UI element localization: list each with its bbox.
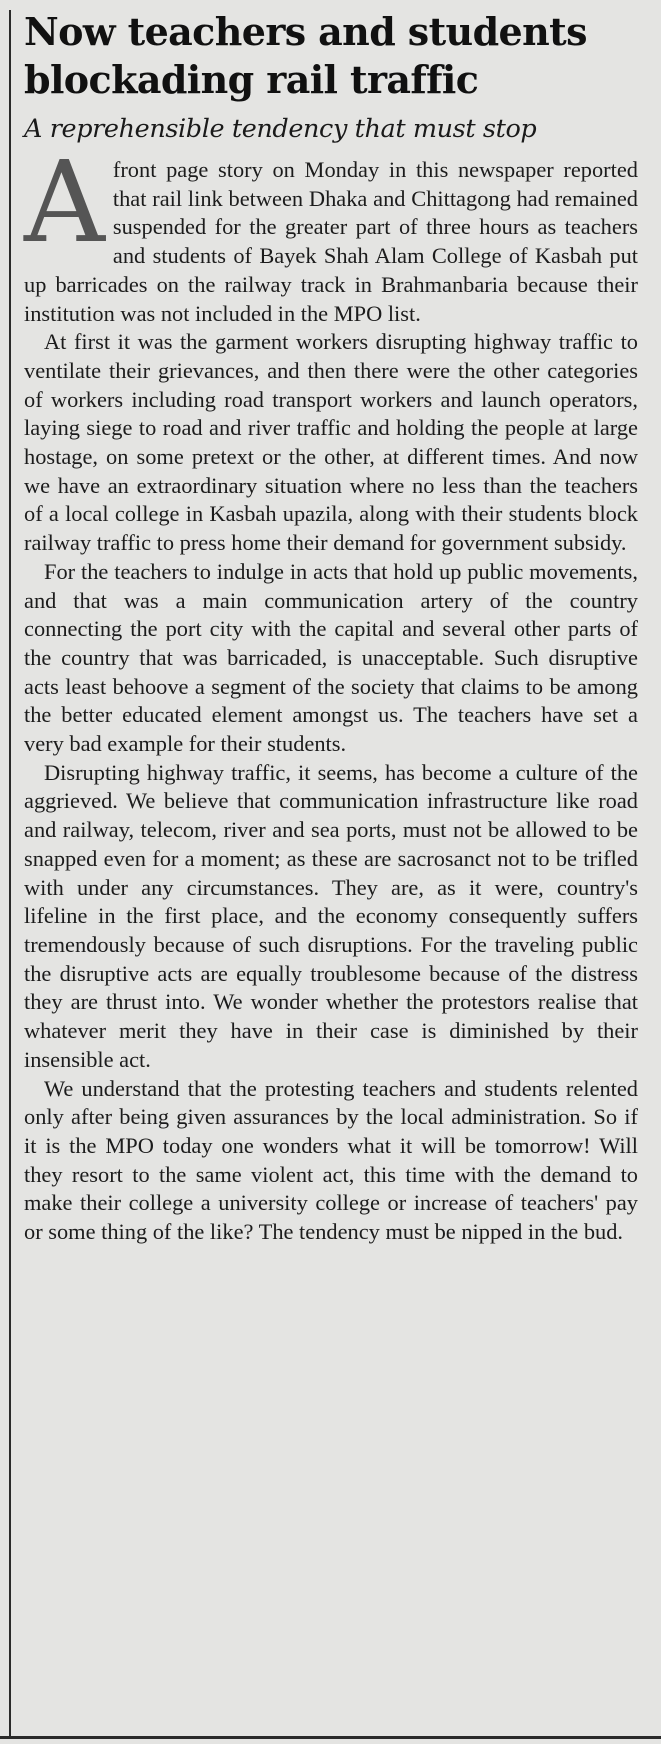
paragraph-1 bbox=[24, 138, 638, 328]
article-body bbox=[24, 138, 638, 1247]
paragraph-4: Disrupting highway traffic, it seems, has become a culture of the aggrieved. We believe that communication infrastructure like road and railway, telecom, river and sea ports, must not be allowed to be snapped even for a moment; as these are sacrosanct not to be trifled with under any circumstances. They are, as it were, country's lifeline in the first place, and the economy consequently suffers tremendously because of such disruptions. For the traveling public the disruptive acts are equally troublesome because of the distress they are thrust into. We wonder whether the protestors realise that whatever merit they have in their case is diminished by their insensible act. bbox=[24, 759, 638, 1072]
paragraph-3: For the teachers to indulge in acts that hold up public movements, and that was a main communication artery of the country connecting the port city with the capital and several other parts of the country that was barricaded, is unacceptable. Such disruptive acts least behoove a segment of the society that claims to be among the better educated element amongst us. The teachers have set a very bad example for their students. bbox=[24, 558, 638, 757]
drop-cap: A bbox=[24, 138, 105, 268]
headline: Now teachers and students blockading rail traffic bbox=[24, 9, 587, 102]
bottom-rule bbox=[0, 1736, 661, 1739]
paragraph-5: We understand that the protesting teachers and students relented only after being given assurances by the local administration. So if it is the MPO today one wonders what it will be tomorrow! Will they resort to the same violent act, this time with the demand to make their college a university college or increase of teachers' pay or some thing of the like? The tendency must be nipped in the bud. bbox=[24, 1075, 638, 1245]
subheadline: A reprehensible tendency that must stop bbox=[24, 114, 537, 144]
paragraph-2: At first it was the garment workers disrupting highway traffic to ventilate their grievances, and then there were the other categories of workers including road transport workers and launch operators, laying siege to road and river traffic and holding the people at large hostage, on some pretext or the other, at different times. And now we have an extraordinary situation where no less than the teachers of a local college in Kasbah upazila, along with their students block railway traffic to press home their demand for government subsidy. bbox=[24, 329, 638, 556]
paragraph-1-text: front page story on Monday in this newspaper reported that rail link between Dhaka and Chittagong had remained suspended for the greater part of three hours as teachers and students of Bayek Shah Alam College of Kasbah put up barricades on the railway track in Brahmanbaria because their institution was not included in the MPO list. bbox=[24, 157, 638, 326]
editorial-article bbox=[24, 8, 638, 1247]
